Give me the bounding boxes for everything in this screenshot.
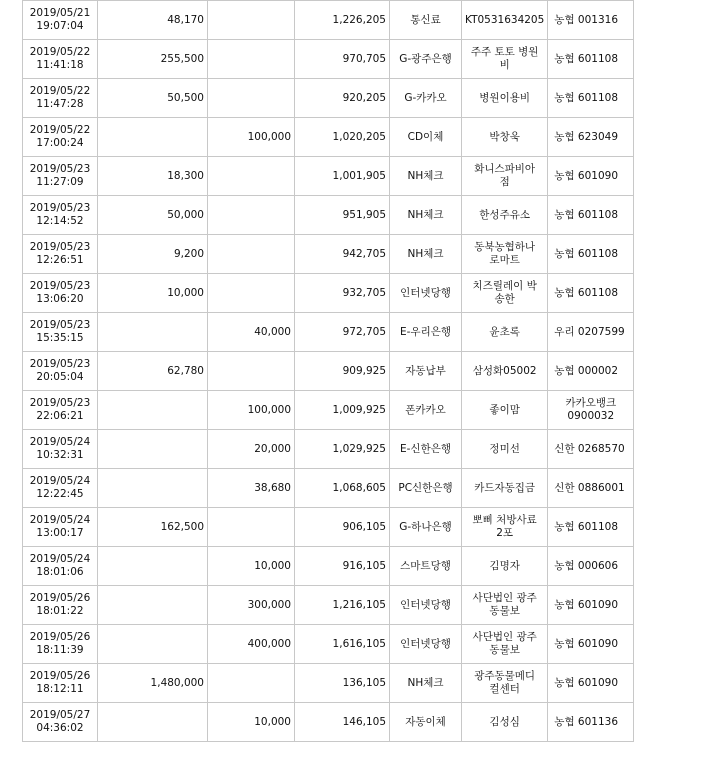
memo-cell: [462, 469, 548, 508]
deposit-cell-text: 10,000: [254, 559, 291, 572]
table-row: [23, 664, 634, 703]
method-cell-text: E-우리은행: [400, 325, 451, 338]
account-cell-text: 농협 000606: [554, 559, 619, 572]
account-cell: [548, 391, 634, 430]
account-cell: [548, 157, 634, 196]
method-cell: [390, 586, 462, 625]
table-row: [23, 586, 634, 625]
datetime-cell: [23, 508, 98, 547]
memo-cell: [462, 1, 548, 40]
datetime-cell-text: 2019/05/21: [29, 7, 91, 19]
transaction-table-body: [23, 1, 634, 742]
datetime-cell-text: 2019/05/26: [29, 670, 91, 682]
balance-cell: [295, 352, 390, 391]
withdrawal-cell-text: 18,300: [167, 169, 204, 182]
account-cell-text: 농협 000002: [554, 364, 619, 377]
table-row: [23, 430, 634, 469]
transaction-table: [22, 0, 634, 742]
memo-cell: [462, 547, 548, 586]
memo-cell: [462, 313, 548, 352]
datetime-cell-text: 2019/05/24: [29, 436, 91, 448]
memo-cell-text: 2포: [496, 527, 514, 539]
account-cell: [548, 196, 634, 235]
datetime-cell-text: 18:01:22: [36, 605, 84, 617]
deposit-cell: [208, 1, 295, 40]
memo-cell-text: 박창욱: [489, 130, 520, 143]
withdrawal-cell-text: 162,500: [160, 520, 204, 533]
memo-cell: [462, 40, 548, 79]
deposit-cell: [208, 157, 295, 196]
deposit-cell: [208, 586, 295, 625]
datetime-cell-text: 11:47:28: [36, 98, 84, 110]
balance-cell-text: 916,105: [342, 559, 386, 572]
datetime-cell-text: 18:11:39: [36, 644, 84, 656]
table-row: [23, 547, 634, 586]
method-cell-text: NH체크: [407, 208, 444, 221]
datetime-cell-text: 22:06:21: [36, 410, 84, 422]
balance-cell-text: 1,616,105: [332, 637, 386, 650]
datetime-cell-text: 18:12:11: [36, 683, 84, 695]
method-cell-text: 인터넷당행: [400, 286, 451, 299]
balance-cell: [295, 313, 390, 352]
datetime-cell: [23, 118, 98, 157]
withdrawal-cell: [98, 586, 208, 625]
account-cell-text: 농협 001316: [554, 13, 619, 26]
balance-cell: [295, 547, 390, 586]
datetime-cell-text: 11:41:18: [36, 59, 84, 71]
method-cell: [390, 274, 462, 313]
memo-cell-text: 뽀삐 처방사료: [472, 514, 537, 526]
method-cell: [390, 313, 462, 352]
method-cell-text: 스마트당행: [400, 559, 451, 572]
withdrawal-cell-text: 50,500: [167, 91, 204, 104]
method-cell: [390, 703, 462, 742]
withdrawal-cell: [98, 352, 208, 391]
deposit-cell-text: 100,000: [247, 403, 291, 416]
memo-cell: [462, 352, 548, 391]
balance-cell: [295, 469, 390, 508]
datetime-cell-text: 2019/05/26: [29, 631, 91, 643]
method-cell-text: G-카카오: [404, 91, 447, 104]
withdrawal-cell: [98, 79, 208, 118]
withdrawal-cell: [98, 508, 208, 547]
datetime-cell: [23, 547, 98, 586]
deposit-cell: [208, 196, 295, 235]
withdrawal-cell: [98, 625, 208, 664]
balance-cell-text: 1,068,605: [332, 481, 386, 494]
datetime-cell: [23, 313, 98, 352]
deposit-cell: [208, 235, 295, 274]
memo-cell: [462, 157, 548, 196]
memo-cell: [462, 235, 548, 274]
datetime-cell-text: 2019/05/23: [29, 358, 91, 370]
method-cell: [390, 547, 462, 586]
method-cell: [390, 118, 462, 157]
datetime-cell-text: 2019/05/22: [29, 46, 91, 58]
datetime-cell: [23, 430, 98, 469]
balance-cell: [295, 664, 390, 703]
table-row: [23, 1, 634, 40]
table-row: [23, 40, 634, 79]
datetime-cell-text: 2019/05/23: [29, 241, 91, 253]
withdrawal-cell: [98, 196, 208, 235]
memo-cell-text: 로마트: [489, 254, 520, 266]
balance-cell-text: 909,925: [342, 364, 386, 377]
table-row: [23, 391, 634, 430]
withdrawal-cell: [98, 40, 208, 79]
withdrawal-cell: [98, 313, 208, 352]
withdrawal-cell: [98, 274, 208, 313]
balance-cell-text: 942,705: [342, 247, 386, 260]
balance-cell-text: 920,205: [342, 91, 386, 104]
balance-cell: [295, 508, 390, 547]
datetime-cell: [23, 79, 98, 118]
memo-cell-text: 동물보: [489, 644, 520, 656]
deposit-cell: [208, 664, 295, 703]
table-row: [23, 313, 634, 352]
method-cell: [390, 508, 462, 547]
memo-cell-text: 병원이용비: [479, 91, 530, 104]
datetime-cell: [23, 469, 98, 508]
memo-cell: [462, 430, 548, 469]
datetime-cell-text: 2019/05/23: [29, 280, 91, 292]
deposit-cell-text: 400,000: [247, 637, 291, 650]
table-row: [23, 196, 634, 235]
method-cell-text: 자동납부: [405, 364, 446, 377]
memo-cell: [462, 664, 548, 703]
account-cell-text: 농협 601136: [554, 715, 619, 728]
account-cell: [548, 625, 634, 664]
account-cell: [548, 118, 634, 157]
memo-cell-text: 컬센터: [489, 683, 520, 695]
account-cell: [548, 235, 634, 274]
datetime-cell: [23, 664, 98, 703]
withdrawal-cell: [98, 703, 208, 742]
memo-cell-text: 주주 토토 병원: [470, 46, 539, 58]
memo-cell-text: 송한: [494, 293, 515, 305]
balance-cell: [295, 196, 390, 235]
datetime-cell-text: 04:36:02: [36, 722, 84, 734]
memo-cell-text: 정미선: [489, 442, 520, 455]
method-cell-text: NH체크: [407, 247, 444, 260]
memo-cell: [462, 586, 548, 625]
account-cell-text: 농협 601090: [554, 169, 619, 182]
memo-cell-text: 김성심: [489, 715, 520, 728]
datetime-cell: [23, 235, 98, 274]
balance-cell: [295, 235, 390, 274]
datetime-cell-text: 12:26:51: [36, 254, 84, 266]
method-cell: [390, 430, 462, 469]
method-cell: [390, 235, 462, 274]
memo-cell: [462, 196, 548, 235]
balance-cell-text: 972,705: [342, 325, 386, 338]
method-cell-text: CD이체: [407, 130, 444, 143]
method-cell-text: 인터넷당행: [400, 637, 451, 650]
withdrawal-cell: [98, 664, 208, 703]
account-cell-text: 농협 601108: [554, 247, 619, 260]
method-cell-text: NH체크: [407, 676, 444, 689]
withdrawal-cell-text: 50,000: [167, 208, 204, 221]
memo-cell: [462, 118, 548, 157]
withdrawal-cell: [98, 157, 208, 196]
datetime-cell: [23, 196, 98, 235]
datetime-cell-text: 2019/05/23: [29, 397, 91, 409]
datetime-cell-text: 17:00:24: [36, 137, 84, 149]
deposit-cell: [208, 625, 295, 664]
memo-cell-text: KT0531634205: [465, 13, 545, 26]
balance-cell: [295, 40, 390, 79]
memo-cell-text: 사단법인 광주: [472, 631, 537, 643]
memo-cell-text: 비: [499, 59, 510, 71]
withdrawal-cell-text: 1,480,000: [150, 676, 204, 689]
datetime-cell-text: 12:14:52: [36, 215, 84, 227]
deposit-cell: [208, 352, 295, 391]
balance-cell-text: 1,001,905: [332, 169, 386, 182]
datetime-cell-text: 2019/05/26: [29, 592, 91, 604]
datetime-cell-text: 2019/05/24: [29, 514, 91, 526]
deposit-cell-text: 100,000: [247, 130, 291, 143]
balance-cell-text: 1,020,205: [332, 130, 386, 143]
memo-cell: [462, 391, 548, 430]
memo-cell-text: 한성주유소: [479, 208, 530, 221]
memo-cell-text: 화니스파비아: [474, 163, 536, 175]
method-cell-text: NH체크: [407, 169, 444, 182]
balance-cell: [295, 274, 390, 313]
datetime-cell-text: 19:07:04: [36, 20, 84, 32]
deposit-cell: [208, 430, 295, 469]
deposit-cell: [208, 391, 295, 430]
datetime-cell-text: 2019/05/22: [29, 124, 91, 136]
memo-cell: [462, 703, 548, 742]
datetime-cell-text: 2019/05/22: [29, 85, 91, 97]
balance-cell-text: 932,705: [342, 286, 386, 299]
account-cell: [548, 79, 634, 118]
datetime-cell-text: 10:32:31: [36, 449, 84, 461]
balance-cell: [295, 430, 390, 469]
deposit-cell: [208, 118, 295, 157]
datetime-cell: [23, 274, 98, 313]
table-row: [23, 625, 634, 664]
datetime-cell: [23, 157, 98, 196]
balance-cell-text: 1,029,925: [332, 442, 386, 455]
method-cell: [390, 352, 462, 391]
withdrawal-cell: [98, 1, 208, 40]
account-cell-text: 0900032: [567, 410, 615, 422]
datetime-cell: [23, 352, 98, 391]
balance-cell: [295, 1, 390, 40]
memo-cell-text: 카드자동집금: [474, 481, 536, 494]
method-cell: [390, 157, 462, 196]
deposit-cell: [208, 40, 295, 79]
table-row: [23, 352, 634, 391]
memo-cell: [462, 274, 548, 313]
table-row: [23, 703, 634, 742]
method-cell: [390, 1, 462, 40]
deposit-cell: [208, 547, 295, 586]
deposit-cell: [208, 469, 295, 508]
method-cell-text: 인터넷당행: [400, 598, 451, 611]
balance-cell-text: 1,226,205: [332, 13, 386, 26]
account-cell: [548, 508, 634, 547]
account-cell-text: 농협 601090: [554, 637, 619, 650]
memo-cell-text: 사단법인 광주: [472, 592, 537, 604]
balance-cell: [295, 391, 390, 430]
table-row: [23, 79, 634, 118]
deposit-cell-text: 10,000: [254, 715, 291, 728]
balance-cell-text: 1,216,105: [332, 598, 386, 611]
withdrawal-cell: [98, 547, 208, 586]
datetime-cell-text: 13:06:20: [36, 293, 84, 305]
datetime-cell-text: 2019/05/23: [29, 163, 91, 175]
method-cell-text: PC신한은행: [398, 481, 453, 494]
account-cell: [548, 664, 634, 703]
memo-cell-text: 윤초록: [489, 325, 520, 338]
memo-cell-text: 좋이맘: [489, 403, 520, 416]
deposit-cell: [208, 274, 295, 313]
method-cell-text: 자동이체: [405, 715, 446, 728]
memo-cell-text: 삼성화05002: [472, 364, 537, 377]
balance-cell: [295, 625, 390, 664]
memo-cell-text: 김명자: [489, 559, 520, 572]
datetime-cell: [23, 40, 98, 79]
balance-cell-text: 136,105: [342, 676, 386, 689]
account-cell: [548, 703, 634, 742]
deposit-cell-text: 20,000: [254, 442, 291, 455]
memo-cell-text: 치즈릴레이 박: [472, 280, 537, 292]
account-cell-text: 농협 601108: [554, 520, 619, 533]
method-cell: [390, 469, 462, 508]
memo-cell-text: 동북농협하나: [474, 241, 536, 253]
account-cell-text: 우리 0207599: [554, 325, 625, 338]
balance-cell: [295, 79, 390, 118]
method-cell-text: E-신한은행: [400, 442, 451, 455]
datetime-cell: [23, 391, 98, 430]
datetime-cell: [23, 586, 98, 625]
method-cell-text: 통신료: [410, 13, 441, 26]
account-cell: [548, 469, 634, 508]
memo-cell: [462, 508, 548, 547]
method-cell-text: G-하나은행: [399, 520, 452, 533]
method-cell: [390, 664, 462, 703]
account-cell-text: 신한 0886001: [554, 481, 625, 494]
balance-cell: [295, 118, 390, 157]
memo-cell-text: 동물보: [489, 605, 520, 617]
datetime-cell-text: 2019/05/24: [29, 553, 91, 565]
deposit-cell-text: 38,680: [254, 481, 291, 494]
account-cell: [548, 1, 634, 40]
method-cell-text: G-광주은행: [399, 52, 452, 65]
datetime-cell-text: 2019/05/24: [29, 475, 91, 487]
datetime-cell: [23, 625, 98, 664]
withdrawal-cell-text: 255,500: [160, 52, 204, 65]
balance-cell: [295, 703, 390, 742]
withdrawal-cell-text: 62,780: [167, 364, 204, 377]
table-row: [23, 274, 634, 313]
deposit-cell: [208, 313, 295, 352]
datetime-cell: [23, 703, 98, 742]
datetime-cell-text: 20:05:04: [36, 371, 84, 383]
method-cell: [390, 79, 462, 118]
withdrawal-cell: [98, 235, 208, 274]
withdrawal-cell: [98, 391, 208, 430]
balance-cell: [295, 586, 390, 625]
balance-cell-text: 951,905: [342, 208, 386, 221]
withdrawal-cell: [98, 430, 208, 469]
table-row: [23, 235, 634, 274]
datetime-cell-text: 15:35:15: [36, 332, 84, 344]
memo-cell: [462, 625, 548, 664]
table-row: [23, 118, 634, 157]
table-row: [23, 469, 634, 508]
account-cell-text: 농협 601108: [554, 286, 619, 299]
balance-cell-text: 146,105: [342, 715, 386, 728]
account-cell: [548, 313, 634, 352]
method-cell: [390, 391, 462, 430]
datetime-cell-text: 12:22:45: [36, 488, 84, 500]
withdrawal-cell: [98, 469, 208, 508]
account-cell-text: 농협 601090: [554, 676, 619, 689]
memo-cell: [462, 79, 548, 118]
datetime-cell-text: 2019/05/23: [29, 202, 91, 214]
balance-cell-text: 970,705: [342, 52, 386, 65]
method-cell-text: 폰카카오: [405, 403, 446, 416]
deposit-cell-text: 300,000: [247, 598, 291, 611]
table-row: [23, 157, 634, 196]
account-cell-text: 농협 601108: [554, 91, 619, 104]
deposit-cell: [208, 79, 295, 118]
account-cell-text: 카카오뱅크: [565, 397, 617, 409]
method-cell: [390, 625, 462, 664]
account-cell-text: 농협 623049: [554, 130, 619, 143]
method-cell: [390, 196, 462, 235]
account-cell-text: 농협 601090: [554, 598, 619, 611]
table-row: [23, 508, 634, 547]
datetime-cell-text: 2019/05/27: [29, 709, 91, 721]
deposit-cell: [208, 703, 295, 742]
balance-cell-text: 906,105: [342, 520, 386, 533]
memo-cell-text: 광주동물메디: [474, 670, 536, 682]
balance-cell-text: 1,009,925: [332, 403, 386, 416]
datetime-cell-text: 2019/05/23: [29, 319, 91, 331]
datetime-cell-text: 18:01:06: [36, 566, 84, 578]
method-cell: [390, 40, 462, 79]
memo-cell-text: 점: [499, 176, 510, 188]
withdrawal-cell-text: 48,170: [167, 13, 204, 26]
account-cell: [548, 547, 634, 586]
withdrawal-cell-text: 10,000: [167, 286, 204, 299]
account-cell: [548, 586, 634, 625]
account-cell: [548, 40, 634, 79]
withdrawal-cell: [98, 118, 208, 157]
account-cell: [548, 274, 634, 313]
account-cell-text: 농협 601108: [554, 52, 619, 65]
deposit-cell-text: 40,000: [254, 325, 291, 338]
deposit-cell: [208, 508, 295, 547]
datetime-cell: [23, 1, 98, 40]
withdrawal-cell-text: 9,200: [173, 247, 204, 260]
account-cell-text: 신한 0268570: [554, 442, 625, 455]
account-cell: [548, 352, 634, 391]
account-cell: [548, 430, 634, 469]
datetime-cell-text: 11:27:09: [36, 176, 84, 188]
account-cell-text: 농협 601108: [554, 208, 619, 221]
balance-cell: [295, 157, 390, 196]
datetime-cell-text: 13:00:17: [36, 527, 84, 539]
